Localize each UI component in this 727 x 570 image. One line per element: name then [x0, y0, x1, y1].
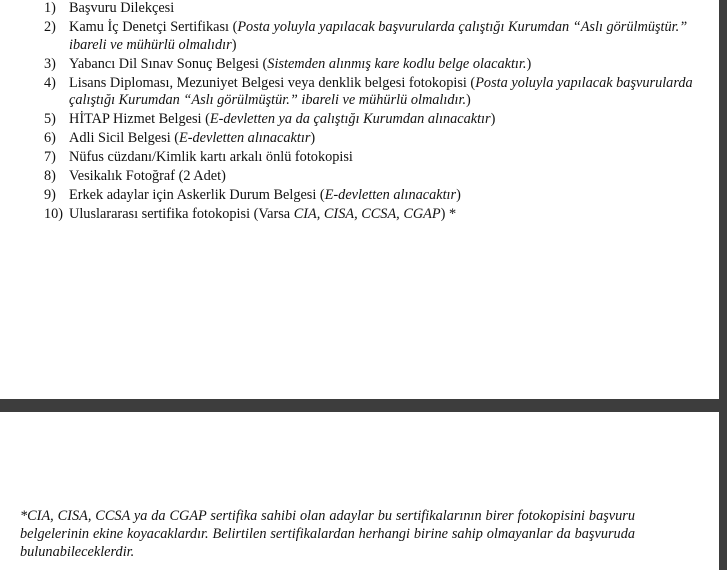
item-tail: )	[310, 130, 316, 146]
list-item	[44, 206, 719, 224]
item-number: 8)	[44, 168, 56, 184]
list-item	[44, 130, 719, 148]
item-text: Erkek adaylar için Askerlik Durum Belgesi (	[69, 187, 325, 203]
item-italic-text: Sistemden alınmış kare kodlu belge olacaktır.	[267, 55, 527, 72]
item-text: Kamu İç Denetçi Sertifikası (	[69, 19, 238, 35]
item-text: Nüfus cüzdanı/Kimlik kartı arkalı önlü fotokopisi	[69, 149, 353, 165]
list-item	[44, 0, 719, 18]
list-item	[44, 111, 719, 129]
list-item	[44, 56, 719, 74]
item-number: 1)	[44, 0, 56, 16]
item-text: Uluslararası sertifika fotokopisi (Varsa	[69, 206, 294, 222]
item-tail: )	[231, 36, 237, 53]
item-tail: )	[466, 92, 471, 108]
item-italic-text: Posta yoluyla yapılacak başvurularda çalıştığı Kurumdan “Aslı görülmüştür.” ibareli ve mühürlü olmalıdır.	[69, 74, 693, 108]
item-italic-text: CIA, CISA, CCSA, CGAP	[293, 206, 441, 222]
item-italic-text: Posta yoluyla yapılacak başvurularda çalıştığı Kurumdan “Aslı görülmüştür.” ibareli ve mühürlü olmalıdır	[69, 19, 688, 53]
list-item	[44, 168, 719, 186]
item-text: Vesikalık Fotoğraf (2 Adet)	[69, 168, 226, 184]
item-number: 4)	[44, 74, 56, 91]
required-documents-list	[44, 0, 719, 225]
item-number: 5)	[44, 111, 56, 127]
item-number: 7)	[44, 149, 56, 165]
footnote: *CIA, CISA, CCSA ya da CGAP sertifika sahibi olan adaylar bu sertifikalarının birer fotokopisini başvuru belgelerinin ekine koyacaklardır. Belirtilen sertifikalardan herhangi birine sahip olmayanlar da başvuruda bulunabileceklerdir.	[20, 508, 635, 560]
item-text: Lisans Diploması, Mezuniyet Belgesi veya denklik belgesi fotokopisi (	[69, 74, 476, 91]
item-italic-text: E-devletten ya da çalıştığı Kurumdan alınacaktır	[209, 111, 491, 127]
item-text: Başvuru Dilekçesi	[69, 0, 175, 16]
list-item	[44, 187, 719, 205]
item-tail: )	[490, 111, 496, 127]
list-item	[44, 149, 719, 167]
item-number: 3)	[44, 55, 56, 72]
item-italic-text: E-devletten alınacaktır	[179, 130, 311, 146]
list-item	[44, 75, 719, 110]
item-italic-text: E-devletten alınacaktır	[324, 187, 457, 203]
item-number: 6)	[44, 130, 56, 146]
item-number: 9)	[44, 187, 56, 203]
list-item	[44, 19, 719, 54]
document-page-2	[0, 412, 719, 570]
item-text: Yabancı Dil Sınav Sonuç Belgesi (	[69, 55, 268, 72]
item-text: HİTAP Hizmet Belgesi (	[69, 111, 210, 127]
item-tail: ) *	[440, 206, 457, 222]
item-tail: )	[526, 55, 532, 72]
item-tail: )	[456, 187, 461, 203]
item-text: Adli Sicil Belgesi (	[69, 130, 179, 146]
item-number: 10)	[44, 206, 64, 222]
item-number: 2)	[44, 19, 56, 35]
